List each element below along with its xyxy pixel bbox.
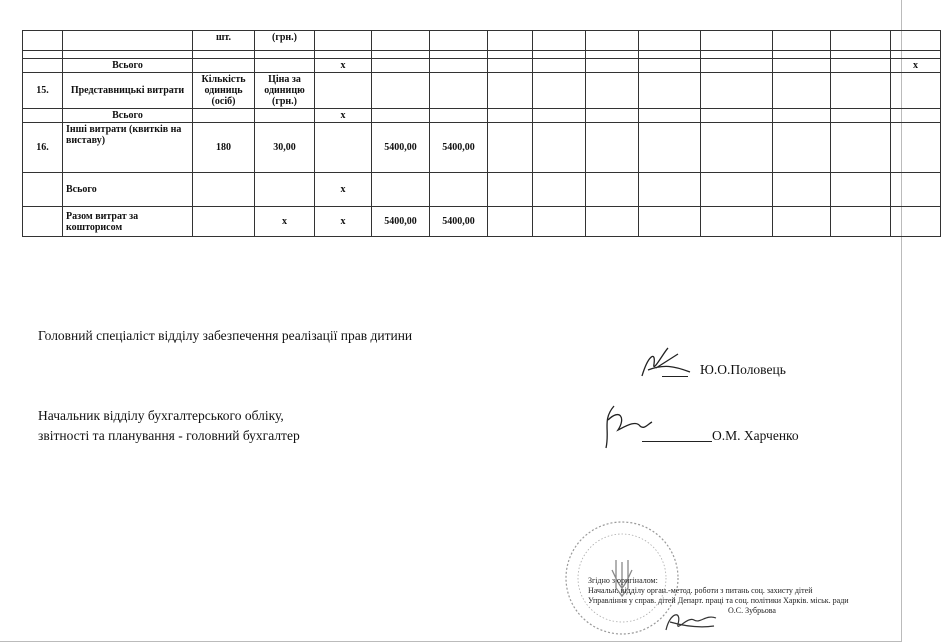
table-cell xyxy=(255,51,315,59)
table-cell: х xyxy=(315,109,372,123)
signer-name-2: О.М. Харченко xyxy=(712,428,799,443)
table-cell xyxy=(891,51,941,59)
table-cell xyxy=(533,59,586,73)
signature-line-1 xyxy=(662,376,688,377)
table-row xyxy=(23,109,941,123)
table-row xyxy=(23,123,941,173)
table-cell xyxy=(23,51,63,59)
table-cell xyxy=(701,31,773,51)
signature-title-2b: звітності та планування - головний бухгалтер xyxy=(38,428,300,443)
table-cell: х xyxy=(315,207,372,237)
table-cell xyxy=(773,51,831,59)
signature-title-1: Головний спеціаліст відділу забезпечення реалізації прав дитини xyxy=(38,328,413,343)
signature-line-2 xyxy=(642,441,712,442)
table-cell: Всього xyxy=(63,173,193,207)
table-cell xyxy=(23,59,63,73)
table-cell xyxy=(193,51,255,59)
table-cell xyxy=(488,123,533,173)
table-cell: 15. xyxy=(23,73,63,109)
table-cell: 5400,00 xyxy=(430,207,488,237)
table-cell xyxy=(193,173,255,207)
table-cell xyxy=(701,73,773,109)
table-cell xyxy=(586,173,639,207)
table-cell: Ціна за одиницю (грн.) xyxy=(255,73,315,109)
table-cell xyxy=(23,173,63,207)
table-cell xyxy=(773,59,831,73)
signature-title-2a: Начальник відділу бухгалтерського обліку, xyxy=(38,408,284,423)
table-cell xyxy=(586,123,639,173)
table-cell xyxy=(255,173,315,207)
table-row xyxy=(23,59,941,73)
signature-scribble-1 xyxy=(634,346,694,380)
table-cell xyxy=(488,31,533,51)
table-cell: 180 xyxy=(193,123,255,173)
table-cell xyxy=(639,51,701,59)
table-cell xyxy=(193,207,255,237)
table-cell xyxy=(430,173,488,207)
table-cell xyxy=(773,109,831,123)
table-cell: 30,00 xyxy=(255,123,315,173)
table-cell: Разом витрат за кошторисом xyxy=(63,207,193,237)
table-cell: 16. xyxy=(23,123,63,173)
table-cell: 5400,00 xyxy=(372,207,430,237)
table-cell xyxy=(831,173,891,207)
table-cell xyxy=(639,173,701,207)
table-cell xyxy=(533,31,586,51)
table-cell xyxy=(586,51,639,59)
table-cell xyxy=(891,109,941,123)
table-cell xyxy=(773,31,831,51)
table-row xyxy=(23,31,941,51)
table-cell xyxy=(372,109,430,123)
table-cell xyxy=(315,123,372,173)
table-cell xyxy=(488,73,533,109)
table-cell xyxy=(831,109,891,123)
table-cell xyxy=(488,51,533,59)
table-cell xyxy=(430,73,488,109)
table-row xyxy=(23,207,941,237)
table-cell xyxy=(773,173,831,207)
table-cell xyxy=(193,59,255,73)
approval-line-4: О.С. Зубрьова xyxy=(728,606,776,615)
table-cell xyxy=(831,51,891,59)
table-cell xyxy=(63,51,193,59)
table-cell xyxy=(701,59,773,73)
table-cell xyxy=(891,123,941,173)
approval-line-3: Управління у справ. дітей Департ. праці та соц. політики Харків. міськ. ради xyxy=(588,596,849,605)
table-cell xyxy=(533,73,586,109)
table-cell xyxy=(773,73,831,109)
table-cell xyxy=(372,59,430,73)
table-cell: Інші витрати (квитків на виставу) xyxy=(63,123,193,173)
table-cell xyxy=(533,109,586,123)
table-cell xyxy=(430,51,488,59)
table-cell: Всього xyxy=(63,59,193,73)
table-cell: х xyxy=(255,207,315,237)
table-cell xyxy=(701,109,773,123)
table-cell xyxy=(372,51,430,59)
table-cell: 5400,00 xyxy=(372,123,430,173)
table-cell xyxy=(639,207,701,237)
table-cell xyxy=(891,73,941,109)
table-cell: шт. xyxy=(193,31,255,51)
table-row xyxy=(23,173,941,207)
table-cell xyxy=(891,207,941,237)
table-cell xyxy=(891,173,941,207)
table-cell: Всього xyxy=(63,109,193,123)
table-cell xyxy=(831,31,891,51)
table-cell: х xyxy=(891,59,941,73)
table-cell xyxy=(586,207,639,237)
table-cell xyxy=(533,123,586,173)
table-cell: 5400,00 xyxy=(430,123,488,173)
table-cell xyxy=(488,173,533,207)
table-cell xyxy=(430,31,488,51)
table-row xyxy=(23,73,941,109)
table-cell xyxy=(891,31,941,51)
table-cell xyxy=(193,109,255,123)
approval-note xyxy=(588,576,888,616)
table-cell xyxy=(255,59,315,73)
table-cell xyxy=(23,109,63,123)
table-cell xyxy=(639,31,701,51)
approval-signature-scribble xyxy=(660,606,720,636)
table-cell xyxy=(773,123,831,173)
signer-name-1: Ю.О.Половець xyxy=(700,362,786,377)
table-cell: х xyxy=(315,173,372,207)
table-cell xyxy=(831,59,891,73)
table-cell xyxy=(701,51,773,59)
table-cell xyxy=(701,123,773,173)
table-cell xyxy=(773,207,831,237)
table-cell: Представницькі витрати xyxy=(63,73,193,109)
table-cell xyxy=(586,73,639,109)
table-cell xyxy=(23,31,63,51)
table-cell xyxy=(255,109,315,123)
table-cell: (грн.) xyxy=(255,31,315,51)
table-cell xyxy=(586,109,639,123)
table-cell xyxy=(23,207,63,237)
table-cell xyxy=(831,207,891,237)
table-cell xyxy=(372,73,430,109)
table-cell xyxy=(315,31,372,51)
signature-scribble-2 xyxy=(596,400,656,452)
table-cell xyxy=(586,59,639,73)
table-cell xyxy=(639,73,701,109)
table-row xyxy=(23,51,941,59)
table-cell xyxy=(372,173,430,207)
table-cell xyxy=(533,51,586,59)
table-cell: х xyxy=(315,59,372,73)
table-cell xyxy=(639,59,701,73)
table-cell xyxy=(639,109,701,123)
table-cell xyxy=(533,207,586,237)
approval-line-2: Начальн. відділу орган.-метод. роботи з питань соц. захисту дітей xyxy=(588,586,813,595)
budget-table xyxy=(22,30,941,237)
approval-line-1: Згідно з оригіналом: xyxy=(588,576,658,585)
table-cell xyxy=(488,59,533,73)
table-cell xyxy=(372,31,430,51)
table-cell xyxy=(430,109,488,123)
table-cell xyxy=(831,73,891,109)
table-cell xyxy=(315,73,372,109)
table-cell xyxy=(533,173,586,207)
table-cell xyxy=(701,173,773,207)
table-cell xyxy=(430,59,488,73)
table-cell xyxy=(488,109,533,123)
table-cell xyxy=(488,207,533,237)
table-cell: Кількість одиниць (осіб) xyxy=(193,73,255,109)
table-cell xyxy=(63,31,193,51)
table-cell xyxy=(639,123,701,173)
table-cell xyxy=(701,207,773,237)
table-cell xyxy=(586,31,639,51)
table-cell xyxy=(315,51,372,59)
table-cell xyxy=(831,123,891,173)
